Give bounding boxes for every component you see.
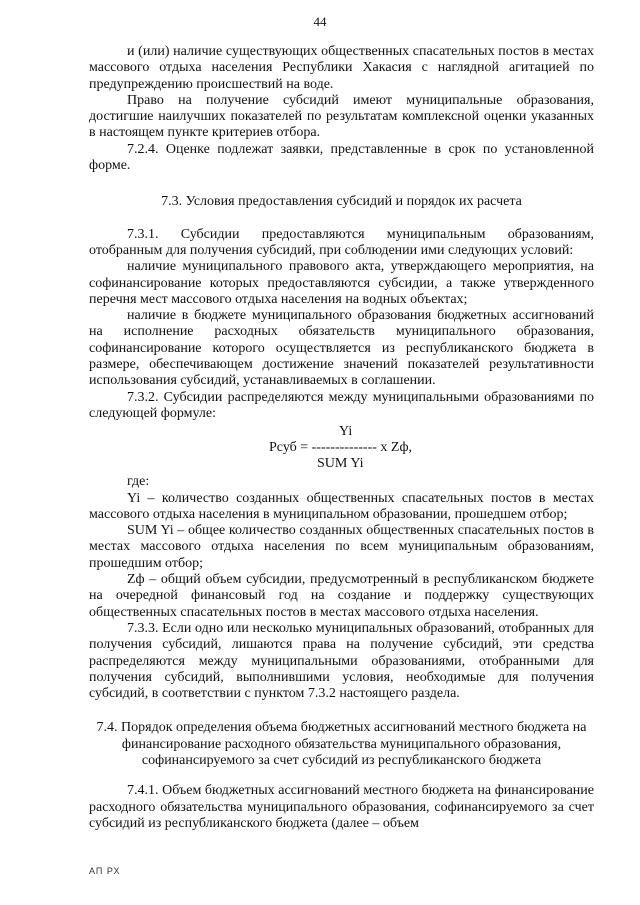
page-number: 44 bbox=[313, 14, 327, 29]
paragraph: 7.3.2. Субсидии распределяются между муниципальными образованиями по следующей формуле: bbox=[89, 389, 594, 421]
paragraph: наличие в бюджете муниципального образования бюджетных ассигнований на исполнение расходных обязательств муниципального образования, софинансирование которого осуществляется из республиканского бюджета в размере, обеспечивающем достижение значений показателей результативности использования субсидий, устанавливаемых в соглашении. bbox=[89, 308, 594, 389]
where-label: где: bbox=[127, 474, 150, 490]
footer-mark: АП РХ bbox=[89, 866, 121, 876]
section-heading-7-3: 7.3. Условия предоставления субсидий и порядок их расчета bbox=[161, 194, 522, 210]
paragraph: 7.3.1. Субсидии предоставляются муниципальным образованиям, отобранным для получения субсидий, при соблюдении ими следующих условий: bbox=[89, 226, 594, 258]
paragraph: и (или) наличие существующих общественных спасательных постов в местах массового отдыха населения Республики Хакасия с наглядной агитацией по предупреждению происшествий на воде. bbox=[89, 44, 594, 92]
document-body bbox=[89, 44, 594, 832]
heading-line: финансирование расходного обязательства муниципального образования, bbox=[121, 736, 562, 752]
paragraph: 7.2.4. Оценке подлежат заявки, представленные в срок по установленной форме. bbox=[89, 141, 594, 174]
definition: Zф – общий объем субсидии, предусмотренный в республиканском бюджете на очередной финансовый год на создание и поддержку существующих общественных спасательных постов в местах массового отдыха населения. bbox=[89, 572, 594, 620]
paragraph: наличие муниципального правового акта, утверждающего мероприятия, на софинансирование которых предоставляются субсидии, а также утвержденного перечня мест массового отдыха населения на водных объектах; bbox=[89, 259, 594, 307]
section-heading-7-4 bbox=[89, 720, 594, 769]
formula-main: Рсуб = -------------- х Zф, bbox=[269, 440, 413, 456]
paragraph: 7.4.1. Объем бюджетных ассигнований местного бюджета на финансирование расходного обязательства муниципального образования, софинансируемого за счет субсидий из республиканского бюджета (далее – объем bbox=[89, 783, 594, 831]
paragraph: 7.3.3. Если одно или несколько муниципальных образований, отобранных для получения субсидий, лишаются права на получение субсидий, эти средства распределяются между муниципальными образованиями, отобранными для получения субсидий, выполнившими условия, необходимые для получения субсидий, в соответствии с пунктом 7.3.2 настоящего раздела. bbox=[89, 620, 594, 702]
formula-numerator: Yi bbox=[339, 424, 353, 440]
definition: Yi – количество созданных общественных спасательных постов в местах массового отдыха населения в муниципальном образовании, прошедшем отбор; bbox=[89, 490, 594, 522]
heading-line: 7.4. Порядок определения объема бюджетных ассигнований местного бюджета на bbox=[96, 720, 587, 736]
heading-line: софинансируемого за счет субсидий из республиканского бюджета bbox=[141, 752, 542, 768]
paragraph: Право на получение субсидий имеют муниципальные образования, достигшие наилучших показателей по результатам комплексной оценки указанных в настоящем пункте критериев отбора. bbox=[89, 92, 594, 141]
formula bbox=[89, 424, 594, 474]
formula-denominator: SUM Yi bbox=[317, 456, 364, 472]
definition: SUM Yi – общее количество созданных общественных спасательных постов в местах массового отдыха населения по всем муниципальным образованиям, прошедшим отбор; bbox=[89, 523, 594, 571]
